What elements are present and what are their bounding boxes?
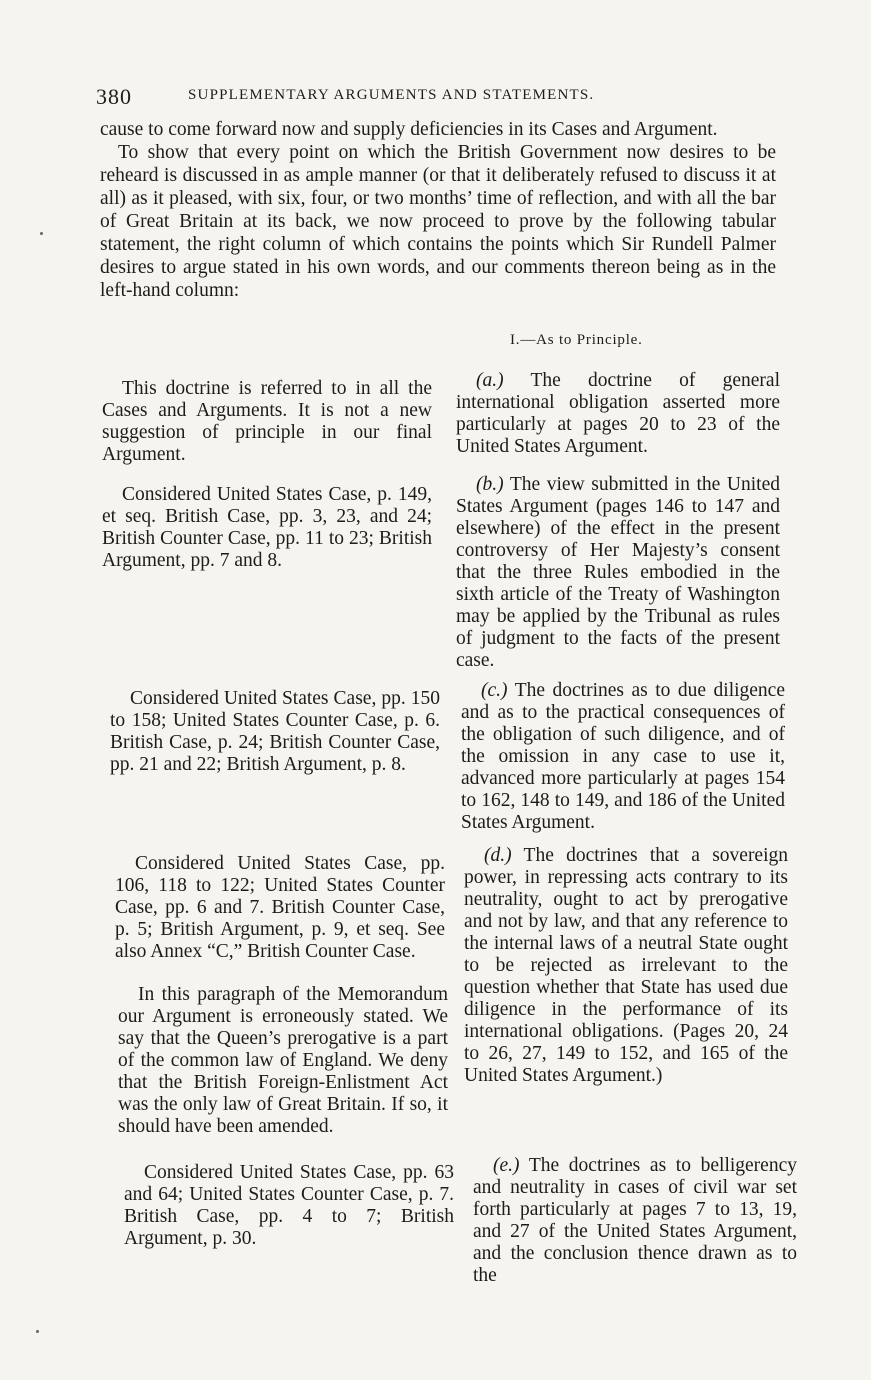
right-note: (a.) The doctrine of general international obligation asserted more particularly at pages 20 to 23 of the United States Argument. <box>456 370 780 457</box>
left-note: Considered United States Case, pp. 63 and 64; United States Counter Case, p. 7. British Case, pp. 4 to 7; British Argument, p. 30. <box>124 1162 454 1249</box>
page-number: 380 <box>96 84 132 109</box>
left-note: Considered United States Case, p. 149, et seq. British Case, pp. 3, 23, and 24; British Counter Case, pp. 11 to 23; British Argument, pp. 7 and 8. <box>102 484 432 571</box>
section-heading: I.—As to Principle. <box>510 332 643 348</box>
note-label: (d.) <box>484 845 512 866</box>
right-note: (b.) The view submitted in the United States Argument (pages 146 to 147 and elsewhere) of the effect in the present controversy of Her Majesty’s consent that the three Rules embodied in the sixth article of the Treaty of Washington may be applied by the Tribunal as rules of judgment to the facts of the present case. <box>456 474 780 671</box>
note-label: (e.) <box>493 1155 520 1176</box>
intro-text <box>100 118 776 302</box>
intro-paragraph: To show that every point on which the British Government now desires to be reheard is discussed in as ample manner (or that it deliberately refused to discuss it at all) as it pleased, with six, four, or two months’ time of reflection, and with all the bar of Great Britain at its back, we now proceed to prove by the following tabular statement, the right column of which contains the points which Sir Rundell Palmer desires to argue stated in his own words, and our comments thereon being as in the left-hand column: <box>100 142 776 301</box>
running-head: SUPPLEMENTARY ARGUMENTS AND STATEMENTS. <box>188 87 595 103</box>
intro-paragraph: cause to come forward now and supply deficiencies in its Cases and Argument. <box>100 119 718 140</box>
note-label: (b.) <box>476 474 504 495</box>
left-note: This doctrine is referred to in all the Cases and Arguments. It is not a new suggestion of principle in our final Argument. <box>102 378 432 465</box>
left-note: Considered United States Case, pp. 106, 118 to 122; United States Counter Case, pp. 6 and 7. British Counter Case, p. 5; British Argument, p. 9, et seq. See also Annex “C,” British Counter Case. <box>115 853 445 962</box>
left-note: Considered United States Case, pp. 150 to 158; United States Counter Case, p. 6. British Case, p. 24; British Counter Case, pp. 21 and 22; British Argument, p. 8. <box>110 688 440 775</box>
print-speck <box>40 232 43 235</box>
right-note: (d.) The doctrines that a sovereign power, in repressing acts contrary to its neutrality, ought to act by prerogative and not by law, and that any reference to the internal laws of a neutral State ought to be rejected as irrelevant to the question whether that State has used due diligence in the performance of its international obligations. (Pages 20, 24 to 26, 27, 149 to 152, and 165 of the United States Argument.) <box>464 845 789 1086</box>
right-note: (e.) The doctrines as to belligerency and neutrality in cases of civil war set forth particularly at pages 7 to 13, 19, and 27 of the United States Argument, and the conclusion thence drawn as to the <box>473 1155 797 1286</box>
note-label: (c.) <box>481 680 508 701</box>
right-note: (c.) The doctrines as to due diligence and as to the practical consequences of the obligation of such diligence, and of the omission in any case to use it, advanced more particularly at pages 154 to 162, 148 to 149, and 186 of the United States Argument. <box>461 680 785 833</box>
page-header <box>96 84 786 114</box>
note-label: (a.) <box>476 370 504 391</box>
print-speck <box>36 1330 39 1333</box>
left-note: In this paragraph of the Memorandum our Argument is erroneously stated. We say that the Queen’s prerogative is a part of the common law of England. We deny that the British Foreign-Enlistment Act was the only law of Great Britain. If so, it should have been amended. <box>118 984 448 1137</box>
